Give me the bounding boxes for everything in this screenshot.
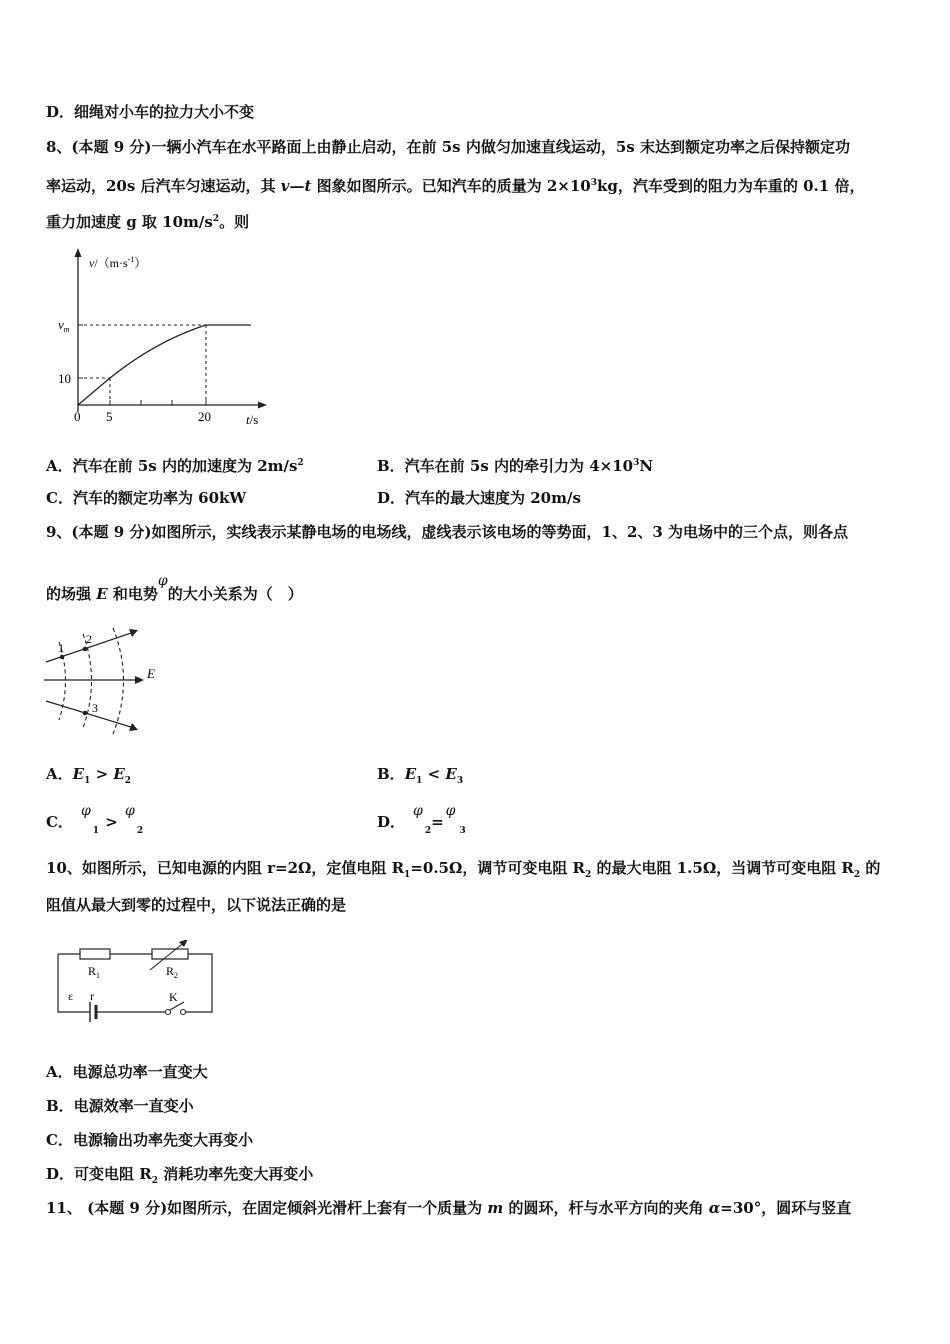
vm-label: $v_m$ [58, 317, 70, 334]
x-axis-arrow [258, 402, 267, 409]
x-tick-5: 5 [106, 409, 113, 424]
q10-option-a: A．电源总功率一直变大 [46, 1063, 208, 1081]
q8-text-line-1: 8、(本题 9 分)一辆小汽车在水平路面上由静止启动，在前 5s 内做匀加速直线运动，5s 末达到额定功率之后保持额定功 [46, 138, 850, 156]
q8-option-a: A．汽车在前 5s 内的加速度为 $2m/s^2$ [46, 457, 304, 475]
q8-option-d: D．汽车的最大速度为 20m/s [377, 489, 581, 507]
q8-text-line-3: 重力加速度 g 取 $10m/s^2$。则 [46, 213, 250, 231]
label-3: 3 [92, 701, 98, 715]
label-r1: $R_1$ [88, 964, 101, 980]
q8-text-line-2: 率运动，20s 后汽车匀速运动，其 v—t 图象如图所示。已知汽车的质量为 $2\times 10^3kg$，汽车受到的阻力为车重的 0.1 倍， [46, 177, 865, 195]
q10-text-line-2: 阻值从最大到零的过程中，以下说法正确的是 [46, 896, 347, 914]
switch-contact-right [181, 1010, 186, 1015]
y-axis-arrow [75, 248, 82, 257]
switch-contact-left [166, 1010, 171, 1015]
label-e: E [147, 666, 155, 681]
label-1: 1 [58, 641, 64, 655]
x-tick-0: 0 [74, 409, 81, 424]
label-k: K [169, 990, 178, 1004]
point-3 [83, 711, 88, 716]
q10-option-b: B．电源效率一直变小 [46, 1097, 194, 1115]
vt-graph [46, 246, 276, 436]
q10-text-line-1: 10、如图所示，已知电源的内阻 r=2Ω，定值电阻 $R_1=0.5\Omega$，调节可变电阻 $R_2$ 的最大电阻 1.5Ω，当调节可变电阻 $R_2$ 的 [46, 859, 881, 880]
y-tick-10: 10 [58, 371, 71, 386]
circuit-wire [58, 954, 212, 1012]
q10-option-c: C．电源输出功率先变大再变小 [46, 1131, 253, 1149]
q9-text-line-2: 的场强 E 和电势φ的大小关系为（ ） [46, 573, 303, 603]
point-1 [60, 655, 65, 660]
q11-text-line-1: 11、 (本题 9 分)如图所示，在固定倾斜光滑杆上套有一个质量为 m 的圆环，杆与水平方向的夹角 α=30°，圆环与竖直 [46, 1199, 852, 1217]
resistor-r1 [80, 949, 110, 959]
field-diagram [42, 624, 172, 736]
q8-option-b: B．汽车在前 5s 内的牵引力为 $4\times 10^3N$ [377, 457, 654, 475]
circuit-diagram [52, 940, 227, 1026]
vt-curve [78, 325, 251, 405]
q7-option-d: D．细绳对小车的拉力大小不变 [46, 103, 255, 121]
y-axis-label: $v/(m\cdot s^{-1})$ [89, 255, 147, 270]
x-axis-label: t/s [246, 412, 259, 427]
point-2 [83, 647, 88, 652]
q9-option-a: A．$E_1 > E_2$ [46, 765, 132, 786]
label-2: 2 [86, 632, 92, 646]
label-r: r [90, 989, 94, 1003]
label-epsilon: ε [68, 989, 74, 1003]
equipotential-3 [113, 628, 124, 734]
q10-option-d: D．可变电阻 $R_2$ 消耗功率先变大再变小 [46, 1165, 314, 1186]
q9-option-c: C．$\varphi_1 > \varphi_2$ [46, 803, 144, 836]
q8-option-c: C．汽车的额定功率为 60kW [46, 489, 247, 507]
q9-option-d: D．$\varphi_2=\varphi_3$ [377, 803, 466, 836]
q9-option-b: B．$E_1 < E_3$ [377, 765, 464, 786]
phi-symbol: φ [157, 573, 168, 589]
q9-text-line-1: 9、(本题 9 分)如图所示，实线表示某静电场的电场线，虚线表示该电场的等势面，1、2、3 为电场中的三个点，则各点 [46, 523, 849, 541]
label-r2: $R_2$ [166, 964, 179, 980]
x-tick-20: 20 [198, 409, 211, 424]
